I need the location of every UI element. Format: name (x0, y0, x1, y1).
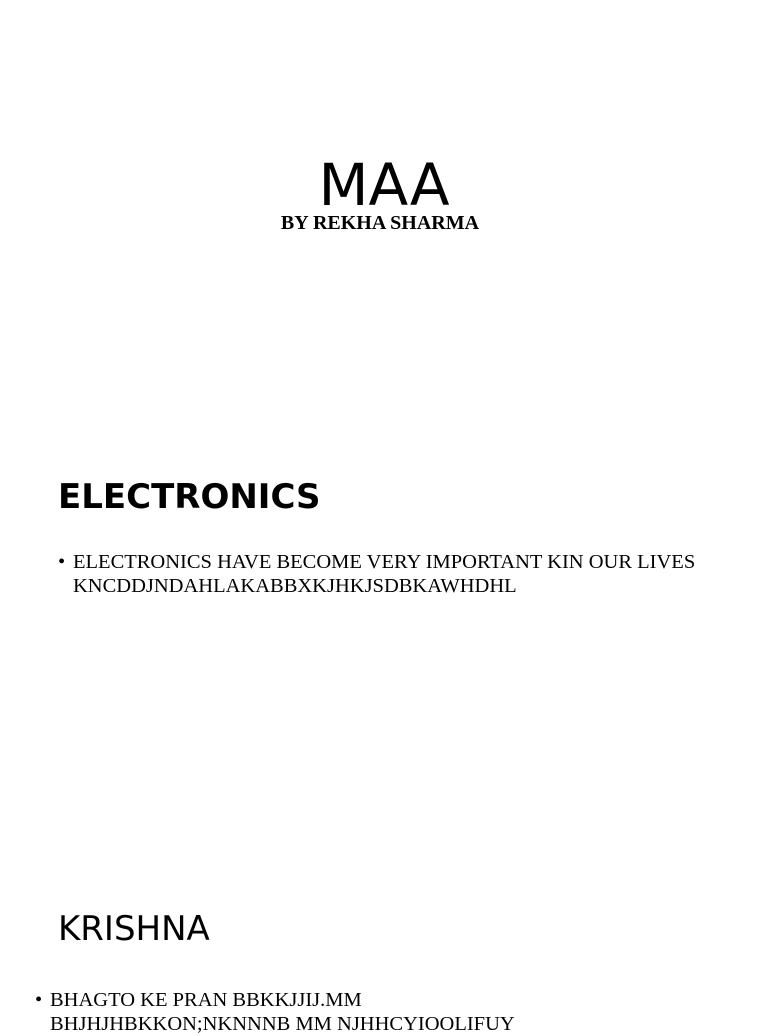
slide-heading-electronics: ELECTRONICS (58, 477, 321, 517)
electronics-bullet-list (58, 550, 718, 598)
krishna-bullet-list (35, 988, 575, 1036)
bullet-item: • ELECTRONICS HAVE BECOME VERY IMPORTANT KIN OUR LIVES KNCDDJNDAHLAKABBXKJHKJSDBKAWHDHL (58, 550, 718, 598)
presentation-title: MAA (318, 151, 450, 219)
title-slide (0, 0, 768, 384)
slide-heading-krishna: KRISHNA (58, 909, 210, 949)
presentation-author: BY REKHA SHARMA (280, 212, 480, 234)
bullet-item: • BHAGTO KE PRAN BBKKJJIJ.MM BHJHJHBKKON;NKNNNB MM NJHHCYIOOLIFUY (35, 988, 575, 1036)
